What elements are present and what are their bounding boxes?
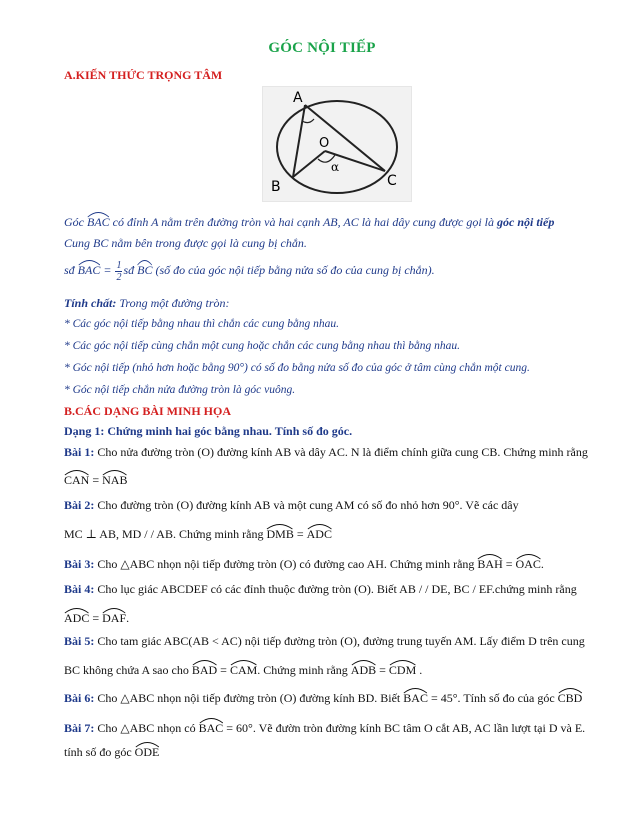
problem-2-label: Bài 2:	[64, 498, 95, 512]
section-a-heading: A.KIẾN THỨC TRỌNG TÂM	[64, 68, 223, 82]
problem-4-line-2: ADC = DAF.	[64, 606, 129, 626]
problem-5-label: Bài 5:	[64, 634, 95, 648]
def-text-1: Góc	[64, 215, 84, 229]
problem-6-label: Bài 6:	[64, 691, 95, 705]
section-b-heading: B.CÁC DẠNG BÀI MINH HỌA	[64, 404, 232, 418]
problem-3-label: Bài 3:	[64, 557, 95, 571]
page-title: GÓC NỘI TIẾP	[268, 40, 376, 56]
problem-5-line-1: Bài 5: Cho tam giác ABC(AB < AC) nội tiếp đường tròn (O), đường trung tuyến AM. Lấy điểm D trên cung	[64, 634, 585, 648]
problem-3-line: Bài 3: Cho △ABC nhọn nội tiếp đường tròn (O) có đường cao AH. Chứng minh rằng BAH = OAC.	[64, 552, 544, 572]
property-item-1: * Các góc nội tiếp bằng nhau thì chắn các cung bằng nhau.	[64, 318, 340, 330]
problem-7-line-2: tính số đo góc ODE	[64, 740, 159, 760]
property-label: Tính chất:	[64, 296, 117, 310]
label-c: C	[387, 173, 397, 189]
inscribed-angle-diagram	[263, 87, 411, 201]
angle-bac: BAC	[87, 210, 110, 230]
problem-5-line-2: BC không chứa A sao cho BAD = CAM. Chứng minh rằng ADB = CDM .	[64, 658, 422, 678]
dang-1-heading: Dạng 1: Chứng minh hai góc bằng nhau. Tính số đo góc.	[64, 424, 353, 438]
def-term: góc nội tiếp	[497, 215, 555, 229]
label-b: B	[271, 179, 281, 195]
label-o: O	[319, 136, 330, 151]
problem-4-line-1: Bài 4: Cho lục giác ABCDEF có các đỉnh thuộc đường tròn (O). Biết AB / / DE, BC / EF.chứng minh rằng	[64, 582, 577, 596]
problem-2-line-1: Bài 2: Cho đường tròn (O) đường kính AB và một cung AM có số đo nhỏ hơn 90°. Vẽ các dây	[64, 498, 519, 512]
formula-note: (số đo của góc nội tiếp bằng nửa số đo của cung bị chắn).	[152, 263, 435, 277]
definition-line-2: Cung BC nằm bên trong được gọi là cung bị chắn.	[64, 236, 307, 250]
formula-angle: BAC	[78, 258, 101, 278]
fraction-half: $\frac{1}{2}$	[116, 259, 122, 283]
problem-1-label: Bài 1:	[64, 445, 95, 459]
problem-4-label: Bài 4:	[64, 582, 95, 596]
def-text-2: có đỉnh A nằm trên đường tròn và hai cạnh AB, AC là hai dây cung được gọi là	[109, 215, 497, 229]
problem-2-line-2: MC ⊥ AB, MD / / AB. Chứng minh rằng DMB = ADC	[64, 522, 332, 542]
label-alpha: α	[331, 160, 340, 174]
problem-1-line-2: CAN = NAB	[64, 468, 127, 488]
definition-line-1	[64, 210, 554, 230]
problem-7-label: Bài 7:	[64, 721, 95, 735]
property-item-4: * Góc nội tiếp chắn nửa đường tròn là góc vuông.	[64, 384, 296, 396]
problem-6-line: Bài 6: Cho △ABC nhọn nội tiếp đường tròn (O) đường kính BD. Biết BAC = 45°. Tính số đo của góc CBD	[64, 686, 582, 706]
formula-line: sđ BAC = $\frac{1}{2}$ sđ BC (số đo của góc nội tiếp bằng nửa số đo của cung bị chắn).	[64, 259, 435, 283]
problem-1-line-1: Bài 1: Cho nửa đường tròn (O) đường kính AB và dây AC. N là điểm chính giữa cung CB. Chứng minh rằng	[64, 445, 588, 459]
problem-7-line-1: Bài 7: Cho △ABC nhọn có BAC = 60°. Vẽ đườn tròn đường kính BC tâm O cắt AB, AC lần lượt tại D và E.	[64, 716, 585, 736]
property-heading: Tính chất: Trong một đường tròn:	[64, 296, 230, 310]
property-item-3: * Góc nội tiếp (nhỏ hơn hoặc bằng 90°) có số đo bằng nửa số đo của góc ở tâm cùng chắn một cung.	[64, 362, 530, 374]
circle-figure	[262, 86, 412, 202]
property-item-2: * Các góc nội tiếp cùng chắn một cung hoặc chắn các cung bằng nhau thì bằng nhau.	[64, 340, 461, 352]
label-a: A	[293, 90, 303, 106]
formula-arc: BC	[137, 258, 152, 278]
